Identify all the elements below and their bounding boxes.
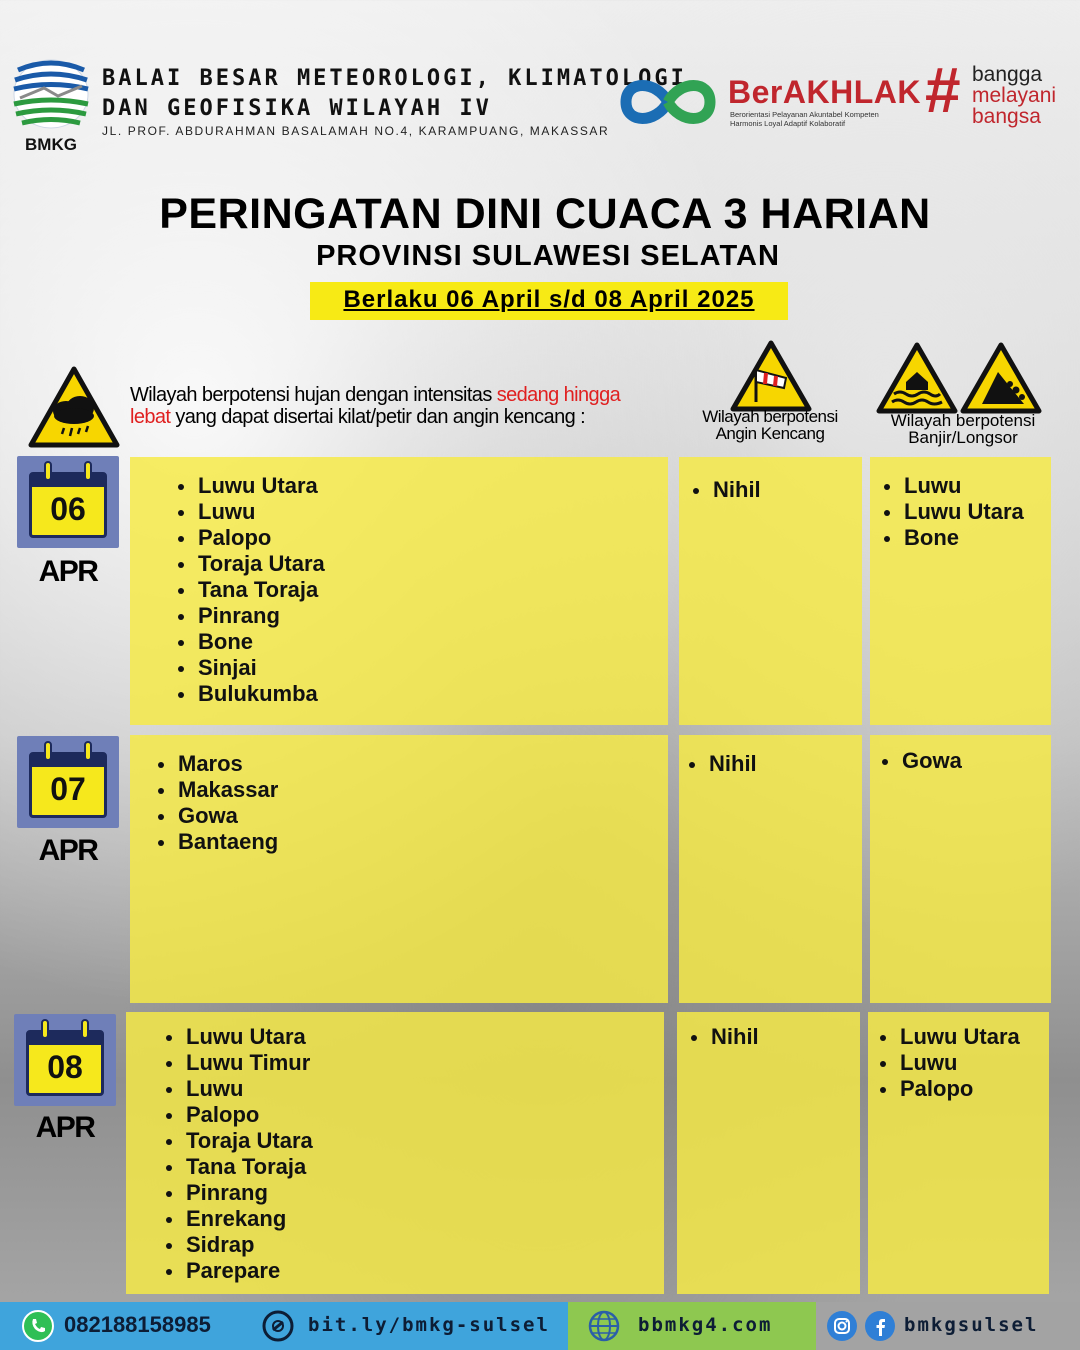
list-item: Maros [156,751,668,777]
validity-period: Berlaku 06 April s/d 08 April 2025 [310,282,788,320]
wind-list-day2 [679,735,862,777]
date-day: 07 [50,771,86,807]
rain-panel-day2 [130,735,668,1003]
bangga-melayani-bangsa [972,64,1056,127]
list-item: Toraja Utara [176,551,668,577]
list-item: Luwu [882,473,1051,499]
link-icon [262,1310,294,1342]
wind-list-day3 [677,1012,860,1050]
date-month: APR [35,1111,95,1144]
list-item: Luwu Timur [164,1050,664,1076]
berakhlak-tagline-2: Harmonis Loyal Adaptif Kolaboratif [730,119,846,128]
social-handle: bmkgsulsel [904,1314,1039,1336]
globe-icon [588,1310,620,1342]
rain-column-header [130,384,650,428]
rain-header-part2: yang dapat disertai kilat/petir dan angin kencang : [170,406,586,428]
rain-panel-day1 [130,457,668,725]
infinity-logo-icon [618,74,718,130]
berakhlak-logo: BerAKHLAK [728,74,921,110]
list-item: Tana Toraja [164,1154,664,1180]
wind-column-header [680,408,860,442]
contact-footer [0,1302,1080,1350]
rain-list-day3 [126,1012,664,1284]
landslide-warning-icon [960,342,1042,414]
calendar-icon [14,1014,116,1106]
flood-column-header [870,412,1056,446]
list-item: Gowa [880,748,1051,774]
list-item: Bone [882,525,1051,551]
storm-warning-icon [28,366,120,448]
list-item: Toraja Utara [164,1128,664,1154]
wind-header-line1: Wilayah berpotensi [702,407,838,426]
list-item: Pinrang [176,603,668,629]
flood-panel-day3 [868,1012,1049,1294]
wind-list-day1 [679,457,862,503]
list-item: Gowa [156,803,668,829]
list-item: Sinjai [176,655,668,681]
berakhlak-tagline [730,110,920,128]
footer-phone[interactable] [0,1302,250,1350]
calendar-icon [17,456,119,548]
list-item: Nihil [691,477,862,503]
list-item: Parepare [164,1258,664,1284]
rain-panel-day3 [126,1012,664,1294]
list-item: Pinrang [164,1180,664,1206]
flood-header-line2: Banjir/Longsor [908,428,1018,447]
list-item: Sidrap [164,1232,664,1258]
short-link: bit.ly/bmkg-sulsel [308,1314,550,1336]
flood-header-line1: Wilayah berpotensi [890,411,1036,430]
footer-website[interactable] [568,1302,816,1350]
berakhlak-tagline-1: Berorientasi Pelayanan Akuntabel Kompeten [730,110,879,119]
hashtag-icon: # [925,54,961,126]
list-item: Bone [176,629,668,655]
wind-panel-day1 [679,457,862,725]
date-month: APR [38,834,98,867]
institution-address: JL. PROF. ABDURAHMAN BASALAMAH NO.4, KARAMPUANG, MAKASSAR [102,124,610,138]
list-item: Palopo [164,1102,664,1128]
rain-header-part1: Wilayah berpotensi hujan dengan intensitas [130,384,497,406]
rain-header-highlight: sedang hingga lebat [130,384,621,428]
phone-number: 082188158985 [64,1312,211,1337]
date-day: 08 [47,1049,83,1085]
rain-list-day2 [130,735,668,855]
list-item: Luwu [176,499,668,525]
footer-link[interactable] [250,1302,568,1350]
list-item: Luwu Utara [176,473,668,499]
list-item: Luwu [878,1050,1049,1076]
whatsapp-icon [22,1310,54,1342]
page-subtitle: PROVINSI SULAWESI SELATAN [316,240,780,272]
footer-social[interactable] [816,1302,1080,1350]
flood-panel-day1 [870,457,1051,725]
institution-name-line2: DAN GEOFISIKA WILAYAH IV [102,96,492,121]
bmkg-logo [12,56,90,156]
list-item: Enrekang [164,1206,664,1232]
flood-list-day2 [870,735,1051,774]
flood-list-day1 [870,457,1051,551]
facebook-icon [864,1310,896,1342]
flood-list-day3 [868,1012,1049,1102]
instagram-icon [826,1310,858,1342]
list-item: Luwu Utara [882,499,1051,525]
list-item: Bantaeng [156,829,668,855]
list-item: Nihil [689,1024,860,1050]
flood-panel-day2 [870,735,1051,1003]
page-title: PERINGATAN DINI CUACA 3 HARIAN [159,190,931,238]
rain-list-day1 [130,457,668,707]
calendar-icon [17,736,119,828]
list-item: Nihil [687,751,862,777]
list-item: Palopo [176,525,668,551]
bangga-line2: melayani [972,84,1057,107]
list-item: Bulukumba [176,681,668,707]
list-item: Palopo [878,1076,1049,1102]
institution-name-line1: BALAI BESAR METEOROLOGI, KLIMATOLOGI, [102,66,704,91]
list-item: Luwu [164,1076,664,1102]
date-day: 06 [50,491,86,527]
date-month: APR [38,555,98,588]
flood-warning-icon [876,342,958,414]
website-url: bbmkg4.com [638,1314,773,1336]
list-item: Tana Toraja [176,577,668,603]
bangga-line1: bangga [972,63,1043,86]
wind-panel-day3 [677,1012,860,1294]
bangga-line3: bangsa [972,105,1041,128]
list-item: Luwu Utara [878,1024,1049,1050]
wind-header-line2: Angin Kencang [715,424,825,443]
wind-warning-icon [730,340,812,412]
wind-panel-day2 [679,735,862,1003]
list-item: Luwu Utara [164,1024,664,1050]
bmkg-logo-text: BMKG [25,135,77,154]
list-item: Makassar [156,777,668,803]
